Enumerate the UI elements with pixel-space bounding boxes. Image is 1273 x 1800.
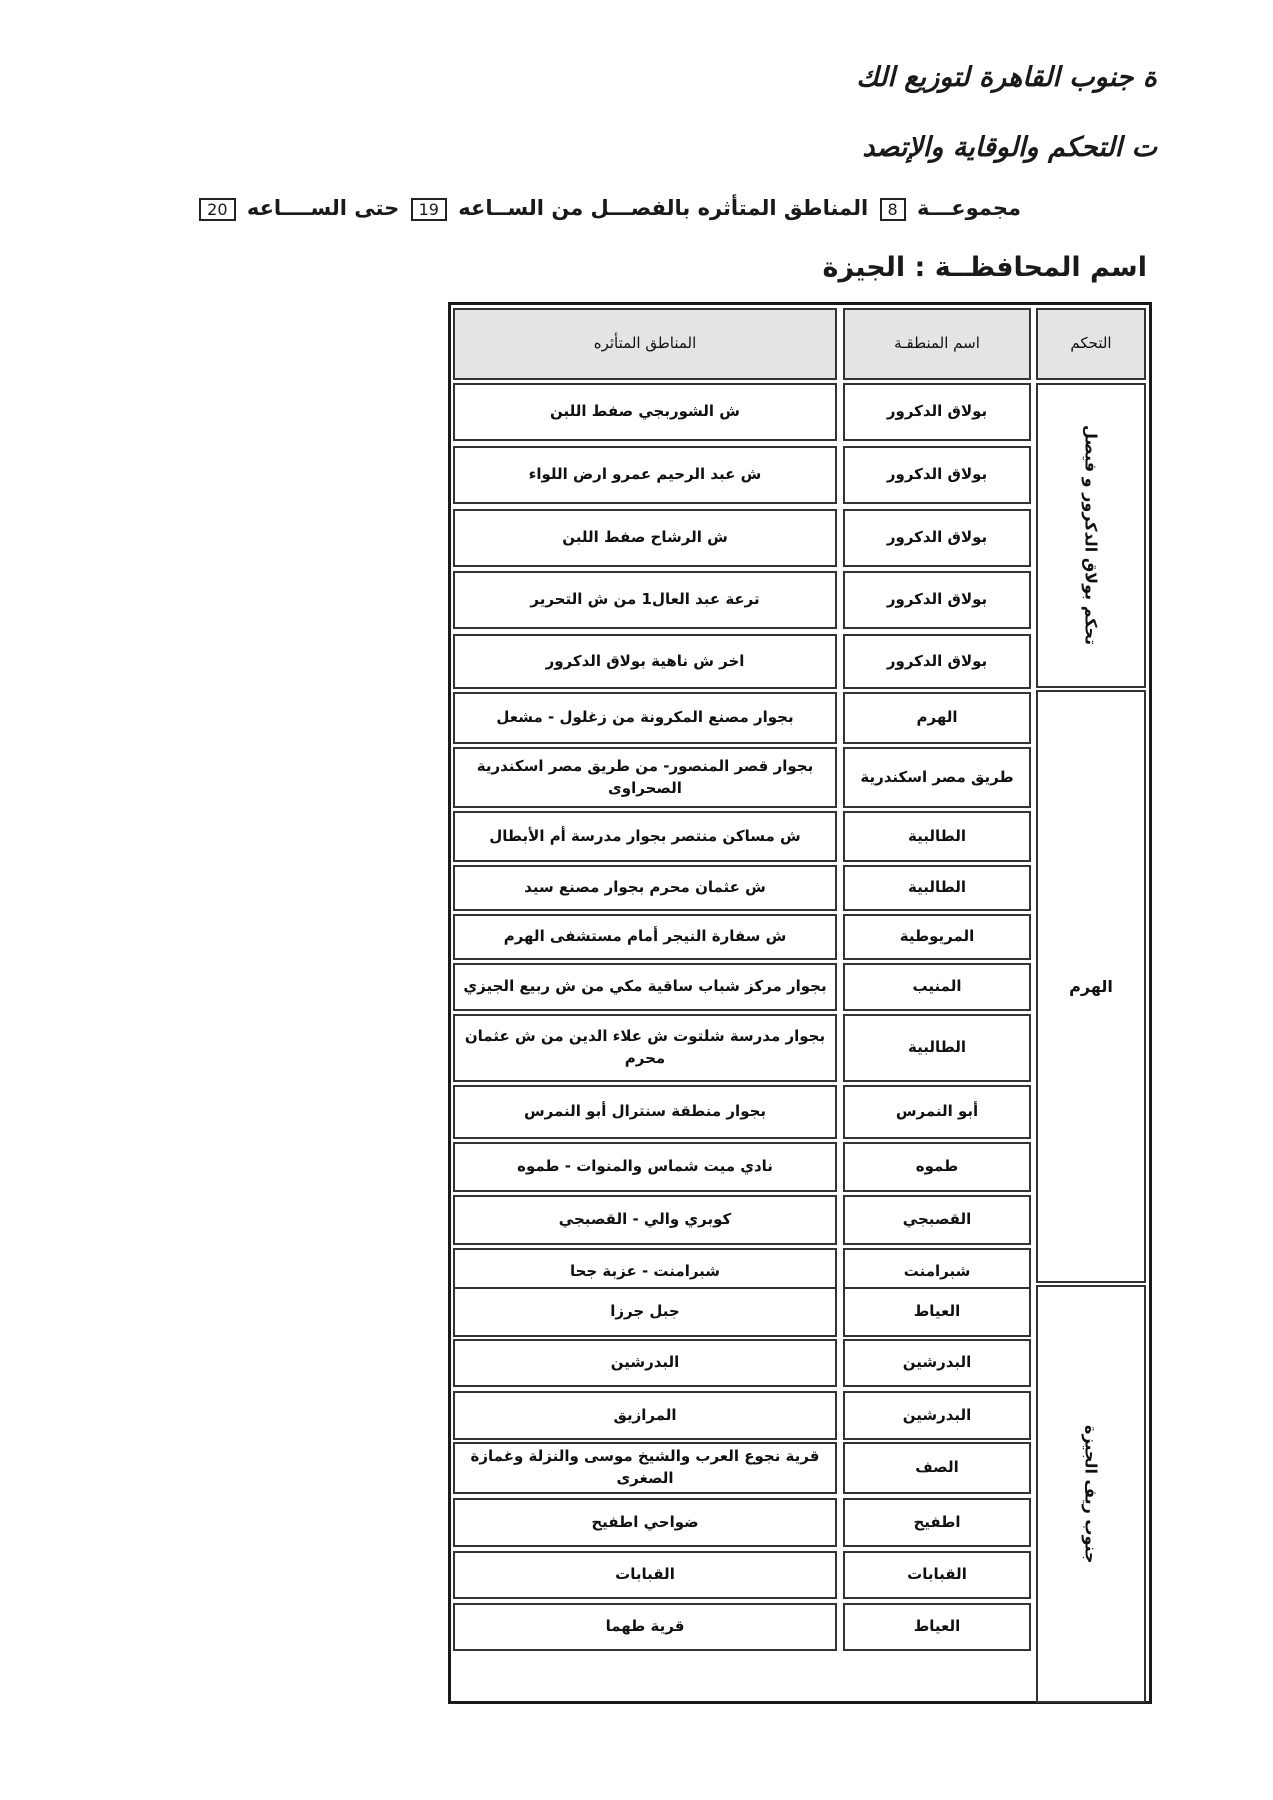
from-hour: 19 [411, 198, 447, 221]
affected-area-cell: قرية طهما [453, 1603, 837, 1651]
to-hour: 20 [199, 198, 235, 221]
to-text: حتى الســــاعه [246, 196, 400, 220]
affected-area-cell: ش سفارة النيجر أمام مستشفى الهرم [453, 914, 837, 960]
affected-area-cell: نادي ميت شماس والمنوات - طموه [453, 1142, 837, 1192]
affected-area-cell: بجوار مصنع المكرونة من زغلول - مشعل [453, 692, 837, 744]
area-name-cell: بولاق الدكرور [843, 383, 1031, 441]
affected-area-cell: اخر ش ناهية بولاق الدكرور [453, 634, 837, 689]
affected-area-cell: البدرشين [453, 1339, 837, 1387]
area-name-cell: طريق مصر اسكندرية [843, 747, 1031, 808]
control-group-haram [1036, 690, 1146, 1283]
area-name-cell: شبرامنت [843, 1248, 1031, 1295]
area-name-cell: الطالبية [843, 1014, 1031, 1082]
affected-area-cell: ش الرشاح صفط اللبن [453, 509, 837, 567]
control-group-bulaq [1036, 383, 1146, 688]
table-header-row [451, 308, 1149, 380]
affected-areas-table [448, 302, 1152, 1704]
affected-area-cell: ضواحي اطفيح [453, 1498, 837, 1547]
affected-area-cell: جبل جرزا [453, 1287, 837, 1337]
area-name-cell: طموه [843, 1142, 1031, 1192]
group-number: 8 [880, 198, 906, 221]
schedule-line [195, 196, 1021, 221]
affected-area-cell: ترعة عبد العال1 من ش التحرير [453, 571, 837, 629]
company-title: ة جنوب القاهرة لتوزيع الك [856, 62, 1157, 93]
area-name-cell: بولاق الدكرور [843, 634, 1031, 689]
header-control: التحكم [1036, 308, 1146, 380]
affected-area-cell: ش عثمان محرم بجوار مصنع سيد [453, 865, 837, 911]
header-area-name: اسم المنطقـة [843, 308, 1031, 380]
area-name-cell: الصف [843, 1442, 1031, 1494]
area-name-cell: الطالبية [843, 811, 1031, 862]
affected-area-cell: المرازيق [453, 1391, 837, 1440]
department-title: ت التحكم والوقاية والإتصد [862, 132, 1157, 163]
group-prefix: مجموعـــة [917, 196, 1021, 220]
control-group-label: تحكم بولاق الدكرور و فيصل [1081, 425, 1101, 646]
affected-area-cell: قرية نجوع العرب والشيخ موسى والنزلة وغمازة الصغرى [453, 1442, 837, 1494]
affected-area-cell: بجوار مدرسة شلتوت ش علاء الدين من ش عثمان محرم [453, 1014, 837, 1082]
area-name-cell: بولاق الدكرور [843, 509, 1031, 567]
control-group-label: جنوب ريف الجيزة [1081, 1424, 1101, 1564]
affected-area-cell: القبابات [453, 1551, 837, 1599]
area-name-cell: الهرم [843, 692, 1031, 744]
affected-area-cell: كوبري والي - القصبجي [453, 1195, 837, 1245]
area-name-cell: أبو النمرس [843, 1085, 1031, 1139]
affected-area-cell: بجوار منطقة سنترال أبو النمرس [453, 1085, 837, 1139]
area-name-cell: اطفيح [843, 1498, 1031, 1547]
area-name-cell: بولاق الدكرور [843, 446, 1031, 504]
affected-area-cell: بجوار مركز شباب ساقية مكي من ش ربيع الجيزي [453, 963, 837, 1011]
header-affected: المناطق المتأثره [453, 308, 837, 380]
control-group-south-giza [1036, 1285, 1146, 1703]
area-name-cell: العياط [843, 1287, 1031, 1337]
affected-area-cell: ش الشوربجي صفط اللبن [453, 383, 837, 441]
area-name-cell: المنيب [843, 963, 1031, 1011]
affected-area-cell: شبرامنت - عزبة جحا [453, 1248, 837, 1295]
governorate-title: اسم المحافظــة : الجيزة [822, 252, 1147, 283]
area-name-cell: القصبجي [843, 1195, 1031, 1245]
affected-area-cell: ش مساكن منتصر بجوار مدرسة أم الأبطال [453, 811, 837, 862]
area-name-cell: المريوطية [843, 914, 1031, 960]
from-text: المناطق المتأثره بالفصـــل من الســاعه [458, 196, 869, 220]
area-name-cell: العياط [843, 1603, 1031, 1651]
area-name-cell: بولاق الدكرور [843, 571, 1031, 629]
affected-area-cell: ش عبد الرحيم عمرو ارض اللواء [453, 446, 837, 504]
area-name-cell: البدرشين [843, 1339, 1031, 1387]
area-name-cell: الطالبية [843, 865, 1031, 911]
area-name-cell: القبابات [843, 1551, 1031, 1599]
control-group-label: الهرم [1069, 977, 1113, 996]
affected-area-cell: بجوار قصر المنصور- من طريق مصر اسكندرية الصحراوى [453, 747, 837, 808]
area-name-cell: البدرشين [843, 1391, 1031, 1440]
